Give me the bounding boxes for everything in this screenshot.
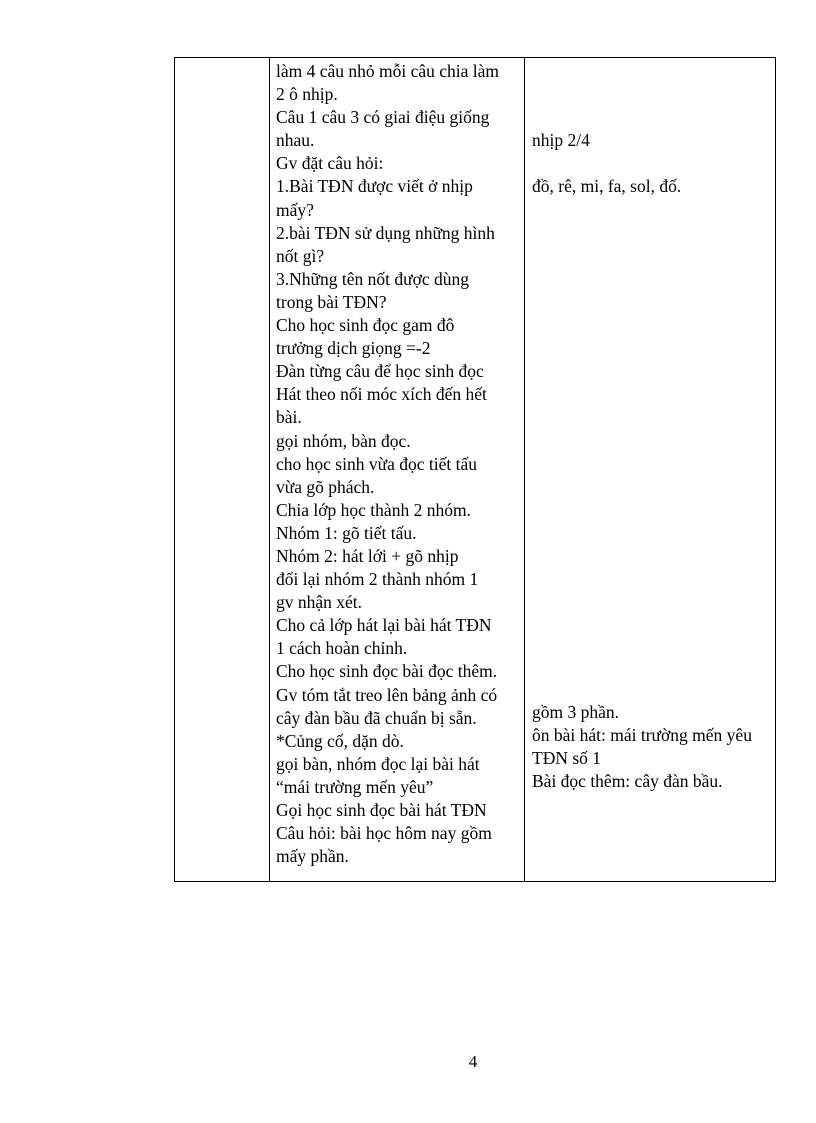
answer-extra-reading: Bài đọc thêm: cây đàn bầu. bbox=[532, 771, 723, 791]
teacher-line: mấy phần. bbox=[276, 846, 349, 867]
teacher-line: Nhóm 1: gõ tiết tấu. bbox=[276, 522, 417, 543]
teacher-line: 3.Những tên nốt được dùng bbox=[276, 268, 469, 289]
answer-tdn-number: TĐN số 1 bbox=[532, 748, 602, 768]
teacher-line: Chia lớp học thành 2 nhóm. bbox=[276, 499, 471, 520]
teacher-line: Gv đặt câu hỏi: bbox=[276, 153, 384, 174]
lesson-table bbox=[174, 57, 776, 882]
teacher-line: Cho cả lớp hát lại bài hát TĐN bbox=[276, 615, 492, 636]
teacher-line: “mái trường mến yêu” bbox=[276, 776, 434, 797]
teacher-activity-text bbox=[276, 60, 516, 868]
teacher-line: vừa gõ phách. bbox=[276, 476, 375, 497]
answer-review-song: ôn bài hát: mái trường mến yêu bbox=[532, 725, 752, 745]
student-activity-column bbox=[525, 58, 775, 881]
teacher-line: nhau. bbox=[276, 130, 315, 151]
teacher-line: 2 ô nhịp. bbox=[276, 84, 338, 105]
teacher-activity-column bbox=[270, 58, 525, 881]
teacher-line: trưởng dịch giọng =-2 bbox=[276, 338, 431, 359]
teacher-line: nốt gì? bbox=[276, 245, 325, 266]
teacher-line: *Củng cố, dặn dò. bbox=[276, 730, 404, 751]
teacher-line: bài. bbox=[276, 407, 302, 428]
teacher-line: mấy? bbox=[276, 199, 314, 220]
teacher-line: đổi lại nhóm 2 thành nhóm 1 bbox=[276, 569, 479, 590]
teacher-line: gọi bàn, nhóm đọc lại bài hát bbox=[276, 753, 480, 774]
teacher-line: trong bài TĐN? bbox=[276, 291, 387, 312]
teacher-line: làm 4 câu nhỏ mỗi câu chia làm bbox=[276, 61, 500, 81]
teacher-line: Câu hỏi: bài học hôm nay gồm bbox=[276, 823, 492, 844]
page-number: 4 bbox=[468, 1052, 478, 1071]
teacher-line: Câu 1 câu 3 có giai điệu giống bbox=[276, 107, 490, 128]
teacher-line: Đàn từng câu để học sinh đọc bbox=[276, 361, 484, 382]
answer-parts: gồm 3 phần. bbox=[532, 702, 620, 722]
teacher-line: Gọi học sinh đọc bài hát TĐN bbox=[276, 800, 487, 820]
teacher-line: Cho học sinh đọc bài đọc thêm. bbox=[276, 661, 498, 682]
teacher-line: Nhóm 2: hát lới + gõ nhịp bbox=[276, 545, 459, 566]
answer-meter: nhịp 2/4 bbox=[532, 130, 590, 150]
teacher-line: gv nhận xét. bbox=[276, 592, 363, 613]
answer-notes: đồ, rê, mi, fa, sol, đố. bbox=[532, 176, 682, 196]
teacher-line: cho học sinh vừa đọc tiết tấu bbox=[276, 453, 477, 474]
activity-column bbox=[175, 58, 270, 881]
teacher-line: Cho học sinh đọc gam đô bbox=[276, 315, 455, 336]
teacher-line: gọi nhóm, bàn đọc. bbox=[276, 430, 411, 451]
teacher-line: cây đàn bầu đã chuẩn bị sẵn. bbox=[276, 707, 477, 728]
teacher-line: Hát theo nối móc xích đến hết bbox=[276, 384, 487, 405]
teacher-line: 2.bài TĐN sử dụng những hình bbox=[276, 222, 495, 243]
teacher-line: 1.Bài TĐN được viết ở nhịp bbox=[276, 176, 473, 197]
teacher-line: Gv tóm tắt treo lên bảng ảnh có bbox=[276, 684, 498, 705]
teacher-line: 1 cách hoàn chỉnh. bbox=[276, 638, 408, 659]
